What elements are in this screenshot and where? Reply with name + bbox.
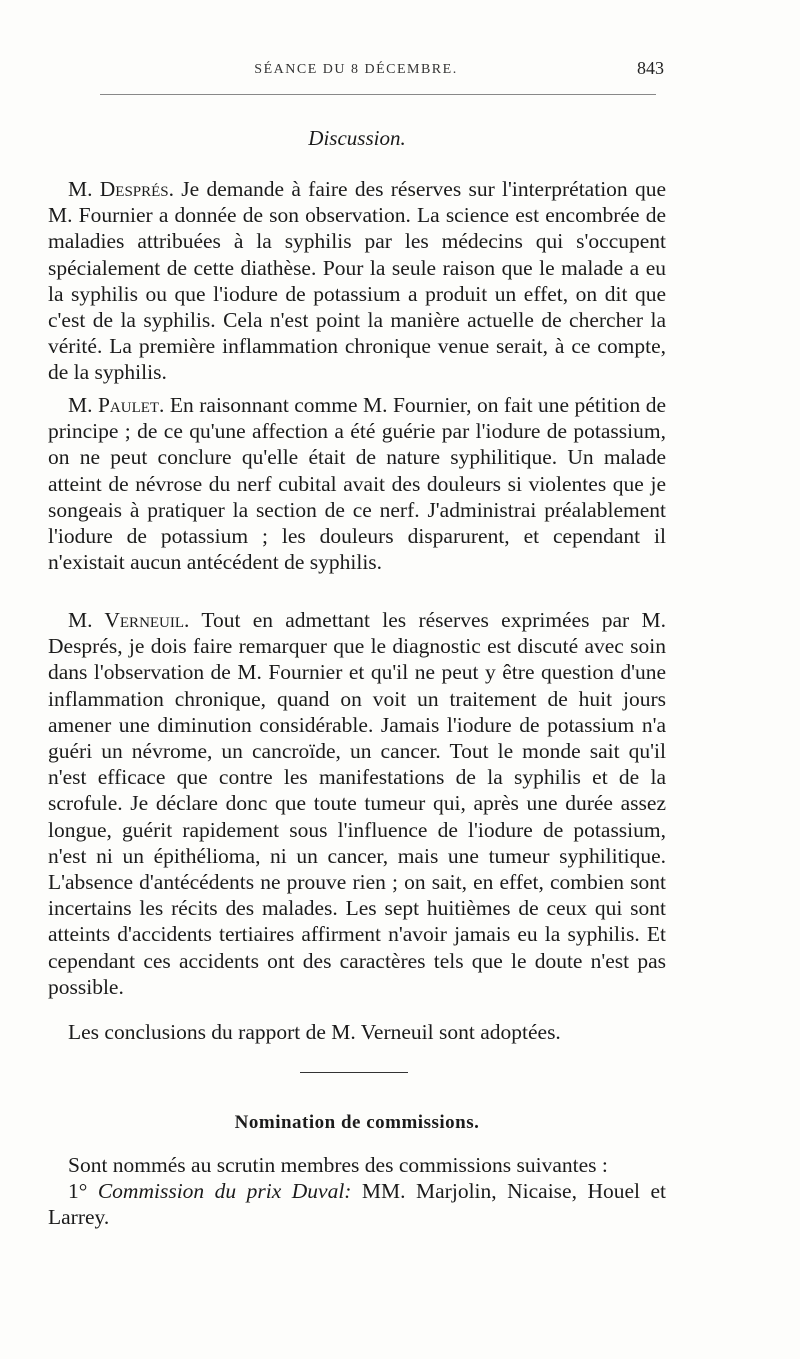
page-number: 843 (637, 58, 664, 78)
speaker-name: M. Verneuil. (68, 608, 190, 632)
commission-members: MM. Marjolin, Nicaise, Houel et Larrey. (48, 1179, 666, 1230)
nomination-intro: Sont nommés au scrutin membres des commissions suivantes : (68, 1153, 608, 1177)
discussion-paragraph-verneuil (48, 607, 666, 1000)
header-rule (100, 94, 656, 95)
commission-name: Commission du prix Duval: (97, 1179, 352, 1204)
speaker-name: M. Després. (68, 177, 175, 201)
conclusion-text: Les conclusions du rapport de M. Verneuil sont adoptées. (68, 1020, 561, 1044)
speaker-name: M. Paulet. (68, 393, 165, 417)
item-number: 1° (68, 1179, 98, 1204)
section-separator (300, 1072, 408, 1073)
nomination-item (48, 1178, 666, 1230)
discussion-paragraph-despres (48, 176, 666, 386)
paragraph-text: Tout en admettant les réserves exprimées par M. Després, je dois faire remarquer que le diagnostic est discuté avec soin dans l'observation de M. Fournier et qu'il ne peut y être question d'une inflammation chronique, quand on voit un traitement de huit jours amener une diminution considérable. Jamais l'iodure de potassium n'a guéri un névrome, un cancroïde, un cancer. Tout le monde sait qu'il n'est efficace que contre les manifestations de la syphilis et de la scrofule. Je déclare donc que toute tumeur qui, après une durée assez longue, guérit rapidement sous l'influence de l'iodure de potassium, n'est ni un épithélioma, ni un cancer, mais une tumeur syphilitique. L'absence d'antécédents ne prouve rien ; on sait, en effet, combien sont incertains les récits des malades. Les sept huitièmes de ceux qui sont atteints d'accidents tertiaires affirment n'avoir jamais eu la syphilis. Et cependant ces accidents ont des caractères tels que le doute n'est pas possible. (48, 608, 666, 999)
nomination-title: Nomination de commissions. (234, 1112, 480, 1133)
discussion-conclusion (48, 1019, 666, 1045)
discussion-paragraph-paulet (48, 392, 666, 575)
page-header (48, 58, 664, 88)
discussion-title: Discussion. (308, 126, 406, 150)
running-head: SÉANCE DU 8 DÉCEMBRE. (254, 62, 458, 77)
nomination-body (48, 1152, 666, 1231)
paragraph-text: En raisonnant comme M. Fournier, on fait une pétition de principe ; de ce qu'une affection a été guérie par l'iodure de potassium, on ne peut conclure qu'elle était de nature syphilitique. Un malade atteint de névrose du nerf cubital avait des douleurs si violentes que je songeais à pratiquer la section de ce nerf. J'administrai préalablement l'iodure de potassium ; les douleurs disparurent, et cependant il n'existait aucun antécédent de syphilis. (48, 393, 666, 575)
paragraph-text: Je demande à faire des réserves sur l'interprétation que M. Fournier a donnée de son observation. La science est encombrée de maladies attribuées à la syphilis par les médecins qui s'occupent spécialement de cette diathèse. Pour la seule raison que le malade a eu la syphilis ou que l'iodure de potassium a produit un effet, on dit que c'est de la syphilis. Cela n'est point la manière actuelle de chercher la vérité. La première inflammation chronique venue serait, à ce compte, de la syphilis. (48, 177, 666, 385)
